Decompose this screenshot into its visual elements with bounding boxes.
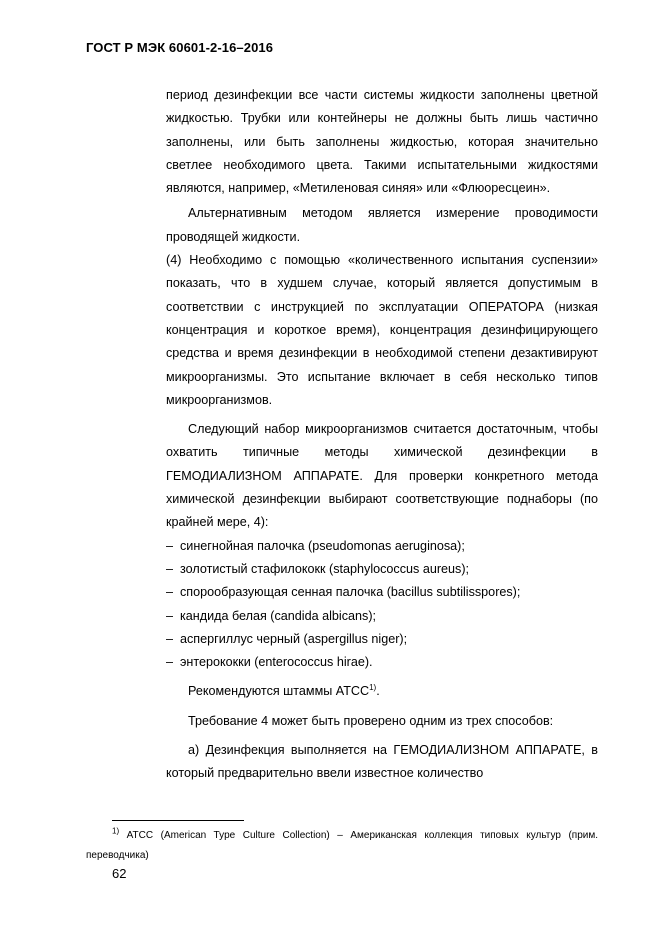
page-body [166, 84, 598, 786]
paragraph: Рекомендуются штаммы АТСС$^{1)}$. [188, 683, 380, 699]
footnote [86, 826, 598, 866]
document-header: ГОСТ Р МЭК 60601-2-16–2016 [86, 40, 274, 55]
footnote-text: АТСС (American Type Culture Collection) – Американская коллекция типовых культур (прим. переводчика) [86, 830, 598, 861]
list-item: – синегнойная палочка (pseudomonas aeruginosa); [166, 538, 465, 553]
list-item: – кандида белая (candida albicans); [166, 608, 377, 623]
footnote-divider [112, 820, 244, 821]
footnote-mark: 1) [112, 826, 120, 836]
footnote-ref: 1) [369, 683, 377, 693]
list-item: – аспергиллус черный (aspergillus niger); [166, 631, 408, 646]
microorganism-list [166, 535, 598, 675]
paragraph: а) Дезинфекция выполняется на ГЕМОДИАЛИЗНОМ АППАРАТЕ, в который предварительно ввели известное количество [166, 743, 598, 781]
list-item: – спорообразующая сенная палочка (bacillus subtilisspores); [166, 585, 521, 600]
paragraph: Альтернативным методом является измерение проводимости проводящей жидкости. [166, 206, 598, 244]
paragraph: Следующий набор микроорганизмов считается достаточным, чтобы охватить типичные методы химической дезинфекции в ГЕМОДИАЛИЗНОМ АППАРАТЕ. Для проверки конкретного метода химической дезинфекции выбирают соответствующие поднаборы (по крайней мере, 4): [166, 422, 598, 530]
paragraph: Требование 4 может быть проверено одним из трех способов: [188, 713, 554, 728]
list-item: – золотистый стафилококк (staphylococcus aureus); [166, 561, 470, 576]
page-number: 62 [112, 866, 127, 881]
paragraph: (4) Необходимо с помощью «количественного испытания суспензии» показать, что в худшем случае, который является допустимым в соответствии с инструкцией по эксплуатации ОПЕРАТОРА (низкая концентрация и короткое время), концентрация дезинфицирующего средства и время дезинфекции в необходимой степени дезактивируют микроорганизмы. Это испытание включает в себя несколько типов микроорганизмов. [166, 253, 598, 407]
paragraph: период дезинфекции все части системы жидкости заполнены цветной жидкостью. Трубки или контейнеры не должны быть лишь частично заполнены, или быть заполнены жидкостью, которая значительно светлее необходимого цвета. Такими испытательными жидкостями являются, например, «Метиленовая синяя» или «Флюоресцеин». [166, 88, 598, 196]
list-item: – энтерококки (enterococcus hirae). [166, 655, 373, 670]
